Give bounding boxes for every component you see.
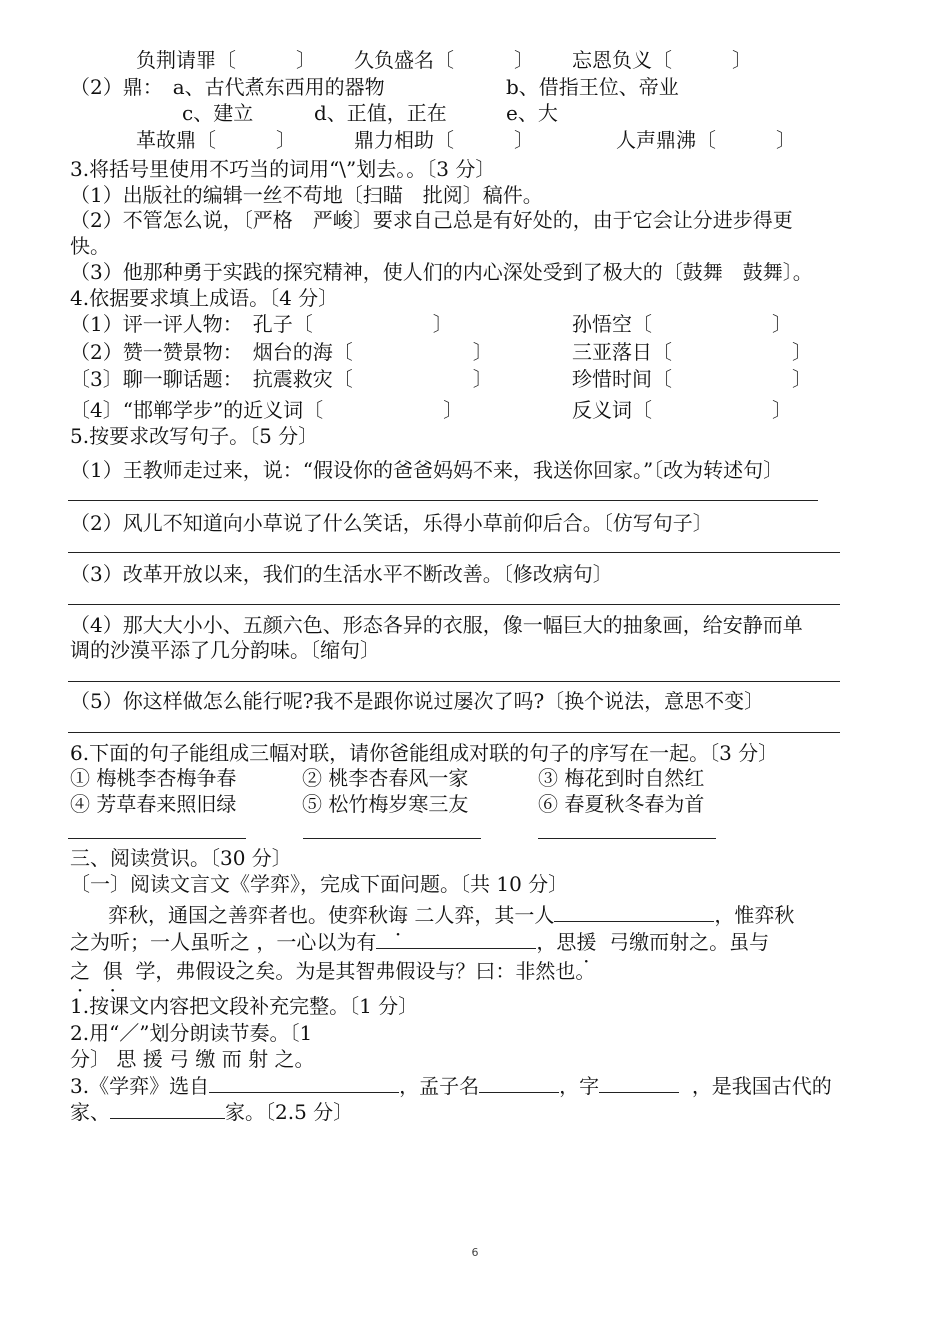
answer-line[interactable] [303, 838, 481, 839]
passage-line: 弈秋，通国之善弈者也。使弈秋诲 二人弈，其一人 ，惟弈秋 [108, 903, 795, 927]
question-line: （2）赞一赞景物： 烟台的海〔 〕 [70, 340, 493, 364]
couplet-option: ② 桃李杏春风一家 [302, 766, 469, 790]
question-line: （2）不管怎么说，〔严格 严峻〕要求自己总是有好处的，由于它会让分进步得更 [70, 208, 793, 232]
definition-line: d、正值，正在 [314, 101, 447, 125]
blank[interactable] [554, 903, 714, 922]
blank[interactable] [110, 1100, 225, 1119]
couplet-option: ⑤ 松竹梅岁寒三友 [302, 792, 469, 816]
definition-line: e、大 [506, 101, 558, 125]
definition-line: （2）鼎： a、古代煮东西用的器物 [70, 75, 385, 99]
couplet-option: ⑥ 春夏秋冬春为首 [538, 792, 705, 816]
question-line: 家、 家。〔2.5 分〕 [70, 1100, 354, 1124]
definition-line: b、借指王位、帝业 [506, 75, 679, 99]
question-heading: 3.将括号里使用不巧当的词用“\”划去。。〔3 分〕 [70, 157, 496, 181]
idiom-item: 负荆请罪〔 〕 [136, 48, 316, 72]
question-line: 快。 [70, 234, 110, 258]
question-line: （2）风儿不知道向小草说了什么笑话，乐得小草前仰后合。〔仿写句子〕 [70, 511, 713, 535]
emphasis-dot-char: 援 [576, 930, 597, 954]
question-line: （3）改革开放以来，我们的生活水平不断改善。〔修改病句〕 [70, 562, 613, 586]
question-line: 2.用“／”划分朗读节奏。〔1 [70, 1021, 313, 1045]
couplet-option: ③ 梅花到时自然红 [538, 766, 705, 790]
question-line: （1）评一评人物： 孔子〔 〕 [70, 312, 453, 336]
definition-line: c、建立 [182, 101, 254, 125]
question-line: 三亚落日〔 〕 [572, 340, 812, 364]
question-line: （3）他那种勇于实践的探究精神，使人们的内心深处受到了极大的〔鼓舞 鼓舞〕。 [70, 260, 813, 284]
section-heading: 三、阅读赏识。〔30 分〕 [70, 846, 292, 870]
idiom-item: 鼎力相助〔 〕 [354, 128, 534, 152]
passage-line: 之为听；一人虽听之 ，一心以为有 ，思援 弓缴而射之。虽与 [70, 930, 770, 954]
blank[interactable] [479, 1074, 559, 1093]
question-line: 分〕 思 援 弓 缴 而 射 之。 [70, 1047, 315, 1071]
idiom-item: 革故鼎〔 〕 [136, 128, 296, 152]
page-number: 6 [471, 1246, 479, 1259]
answer-line[interactable] [68, 732, 840, 733]
blank[interactable] [209, 1074, 399, 1093]
answer-line[interactable] [68, 604, 840, 605]
section-subheading: 〔一〕阅读文言文《学弈》，完成下面问题。〔共 10 分〕 [70, 872, 569, 896]
answer-line[interactable] [538, 838, 716, 839]
idiom-item: 人声鼎沸〔 〕 [616, 128, 796, 152]
question-line: （4）那大大小小、五颜六色、形态各异的衣服，像一幅巨大的抽象画，给安静而单 [70, 613, 803, 637]
blank[interactable] [376, 930, 536, 949]
answer-line[interactable] [68, 838, 246, 839]
question-line: 3.《学弈》选自 ，孟子名 ，字 ，是我国古代的 [70, 1074, 832, 1098]
question-line: 〔4〕“邯郸学步”的近义词〔 〕 [70, 398, 464, 422]
question-line: 1.按课文内容把文段补充完整。〔1 分〕 [70, 994, 419, 1018]
answer-line[interactable] [68, 681, 840, 682]
couplet-option: ① 梅桃李杏梅争春 [70, 766, 237, 790]
answer-line[interactable] [68, 500, 818, 501]
question-line: 调的沙漠平添了几分韵味。〔缩句〕 [70, 638, 380, 662]
idiom-item: 久负盛名〔 〕 [354, 48, 534, 72]
question-line: （5）你这样做怎么能行呢?我不是跟你说过屡次了吗?〔换个说法，意思不变〕 [70, 689, 765, 713]
emphasis-dot-char: 之 [230, 930, 250, 954]
answer-line[interactable] [68, 552, 840, 553]
emphasis-dot-char: 诲 [388, 903, 408, 927]
blank[interactable] [599, 1074, 679, 1093]
question-heading: 4.依据要求填上成语。〔4 分〕 [70, 286, 339, 310]
passage-line: 之 俱 学，弗假设之矣。为是其智弗假设与？曰：非然也。 [70, 959, 596, 983]
question-line: 〔3〕聊一聊话题： 抗震救灾〔 〕 [70, 367, 493, 391]
question-line: 孙悟空〔 〕 [572, 312, 792, 336]
question-line: （1）王教师走过来，说：“假设你的爸爸妈妈不来，我送你回家。”〔改为转述句〕 [70, 458, 784, 482]
question-line: （1）出版社的编辑一丝不苟地〔扫瞄 批阅〕稿件。 [70, 183, 543, 207]
question-line: 反义词〔 〕 [572, 398, 792, 422]
idiom-item: 忘恩负义〔 〕 [572, 48, 752, 72]
question-heading: 5.按要求改写句子。〔5 分〕 [70, 424, 319, 448]
couplet-option: ④ 芳草春来照旧绿 [70, 792, 237, 816]
question-line: 珍惜时间〔 〕 [572, 367, 812, 391]
question-heading: 6.下面的句子能组成三幅对联，请你爸能组成对联的句子的序写在一起。〔3 分〕 [70, 741, 779, 765]
